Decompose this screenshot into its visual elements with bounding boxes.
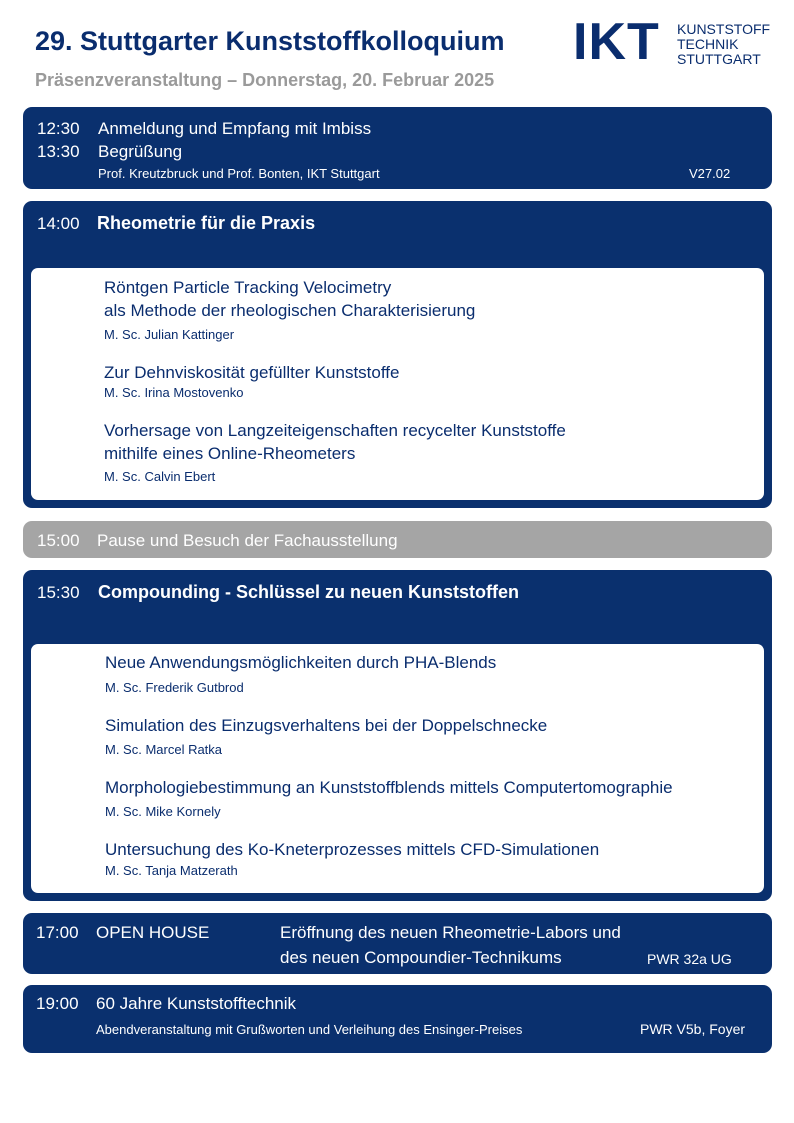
openhouse-time: 17:00	[36, 923, 79, 942]
ikt-logo	[573, 13, 778, 71]
openhouse-desc-1: Eröffnung des neuen Rheometrie-Labors und	[280, 923, 621, 942]
opening-label-1: Anmeldung und Empfang mit Imbiss	[98, 119, 372, 138]
pause-block	[23, 521, 772, 558]
talk-speaker: M. Sc. Calvin Ebert	[104, 469, 216, 484]
session2-title: Compounding - Schlüssel zu neuen Kunststoffen	[98, 582, 519, 602]
talk-title-line1: Vorhersage von Langzeiteigenschaften recycelter Kunststoffe	[104, 421, 566, 440]
opening-speakers: Prof. Kreutzbruck und Prof. Bonten, IKT Stuttgart	[98, 166, 380, 181]
openhouse-label: OPEN HOUSE	[96, 923, 210, 942]
talk-title-line1: Untersuchung des Ko-Kneterprozesses mittels CFD-Simulationen	[105, 840, 600, 859]
talk-title-line1: Zur Dehnviskosität gefüllter Kunststoffe	[104, 363, 400, 382]
talk-speaker: M. Sc. Irina Mostovenko	[104, 385, 244, 400]
talk-title-line1: Morphologiebestimmung an Kunststoffblends mittels Computertomographie	[105, 778, 673, 797]
openhouse-room: PWR 32a UG	[647, 951, 732, 967]
logo-text	[677, 22, 770, 67]
openhouse-block	[23, 913, 772, 974]
anniversary-title: 60 Jahre Kunststofftechnik	[96, 994, 297, 1013]
logo-letters: IKT	[573, 13, 660, 71]
session-compounding	[23, 570, 772, 901]
opening-time-2: 13:30	[37, 142, 80, 161]
anniversary-time: 19:00	[36, 994, 79, 1013]
talk-title-line2: mithilfe eines Online-Rheometers	[104, 444, 356, 463]
page-subtitle: Präsenzveranstaltung – Donnerstag, 20. Februar 2025	[35, 70, 495, 90]
session-rheometrie	[23, 201, 772, 508]
logo-line-3: STUTTGART	[677, 51, 761, 67]
anniversary-desc: Abendveranstaltung mit Grußworten und Verleihung des Ensinger-Preises	[96, 1022, 523, 1037]
talk-speaker: M. Sc. Tanja Matzerath	[105, 863, 238, 878]
session1-time: 14:00	[37, 214, 80, 233]
opening-label-2: Begrüßung	[98, 142, 183, 161]
session1-title: Rheometrie für die Praxis	[97, 213, 316, 233]
anniversary-block	[23, 985, 772, 1053]
opening-block	[23, 107, 772, 189]
pause-time: 15:00	[37, 531, 80, 550]
anniversary-room: PWR V5b, Foyer	[640, 1021, 746, 1037]
talk-speaker: M. Sc. Julian Kattinger	[104, 327, 235, 342]
openhouse-desc-2: des neuen Compoundier-Technikums	[280, 948, 562, 967]
session1-talks	[31, 268, 764, 500]
pause-label: Pause und Besuch der Fachausstellung	[97, 531, 398, 550]
talk-title-line1: Röntgen Particle Tracking Velocimetry	[104, 278, 392, 297]
session2-time: 15:30	[37, 583, 80, 602]
talk-title-line1: Simulation des Einzugsverhaltens bei der Doppelschnecke	[105, 716, 548, 735]
logo-line-1: KUNSTSTOFF	[677, 21, 771, 37]
talk-title-line2: als Methode der rheologischen Charakterisierung	[104, 301, 476, 320]
talk-speaker: M. Sc. Mike Kornely	[105, 804, 221, 819]
talk-speaker: M. Sc. Frederik Gutbrod	[105, 680, 244, 695]
talk-title-line1: Neue Anwendungsmöglichkeiten durch PHA-Blends	[105, 653, 497, 672]
logo-line-2: TECHNIK	[677, 36, 739, 52]
session2-talks	[31, 644, 764, 893]
page-title: 29. Stuttgarter Kunststoffkolloquium	[35, 26, 505, 56]
opening-room: V27.02	[689, 166, 731, 181]
talk-speaker: M. Sc. Marcel Ratka	[105, 742, 223, 757]
opening-time-1: 12:30	[37, 119, 80, 138]
